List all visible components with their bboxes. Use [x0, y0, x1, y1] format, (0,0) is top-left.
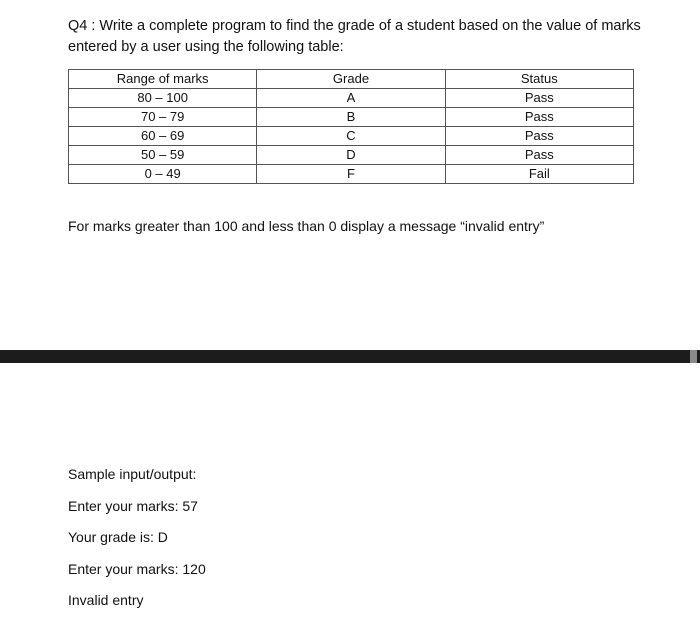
range-cell: 50 – 59 [69, 146, 257, 165]
grade-cell: A [257, 89, 445, 108]
status-cell: Fail [445, 165, 633, 184]
question-text: Q4 : Write a complete program to find the grade of a student based on the value of marks entered by a user using the following table: [68, 18, 641, 55]
sample-line: Enter your marks: 120 [68, 560, 206, 577]
sample-line: Invalid entry [68, 592, 144, 608]
range-cell: 70 – 79 [69, 108, 257, 127]
grade-cell: D [257, 146, 445, 165]
range-cell: 0 – 49 [69, 165, 257, 184]
sample-io-section [68, 464, 206, 622]
sample-heading: Sample input/output: [68, 466, 197, 482]
invalid-entry-note: For marks greater than 100 and less than 0 display a message “invalid entry” [68, 218, 545, 234]
grade-table [68, 69, 634, 184]
table-row [69, 89, 634, 108]
grade-cell: B [257, 108, 445, 127]
header-range-of-marks: Range of marks [69, 70, 257, 89]
divider-end-cap [690, 350, 697, 363]
status-cell: Pass [445, 89, 633, 108]
header-status: Status [445, 70, 633, 89]
table-row [69, 108, 634, 127]
status-cell: Pass [445, 108, 633, 127]
grade-cell: C [257, 127, 445, 146]
table-row [69, 127, 634, 146]
table-row [69, 146, 634, 165]
page-divider-bar [0, 350, 700, 363]
table-header-row [69, 70, 634, 89]
status-cell: Pass [445, 146, 633, 165]
range-cell: 60 – 69 [69, 127, 257, 146]
range-cell: 80 – 100 [69, 89, 257, 108]
header-grade: Grade [257, 70, 445, 89]
table-row [69, 165, 634, 184]
status-cell: Pass [445, 127, 633, 146]
grade-cell: F [257, 165, 445, 184]
sample-line: Your grade is: D [68, 529, 168, 545]
sample-line: Enter your marks: 57 [68, 497, 198, 514]
